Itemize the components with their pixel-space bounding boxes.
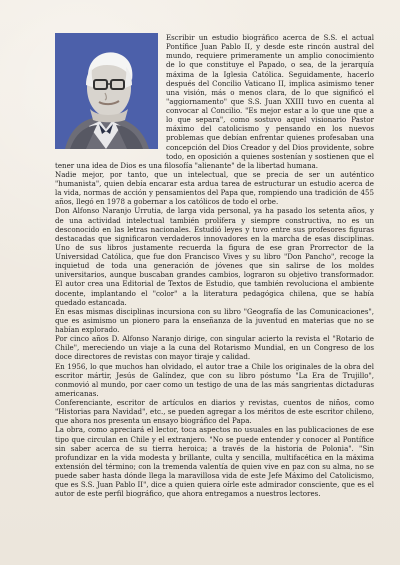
paragraph-5: Por cinco años D. Alfonso Naranjo dirige, con singular acierto la revista el "Rotario de Chile", mereciendo un viaje a la cuna del Rotarismo Mundial, en un Congreso de los doce directores de revistas con mayor tiraje y calidad. — [55, 334, 374, 362]
paragraph-7: Conferenciante, escritor de artículos en diarios y revistas, cuentos de niños, como "Historias para Navidad", etc., se pueden agregar a los méritos de este escritor chileno, que ahora nos presenta un ensayo biográfico del Papa. — [55, 398, 374, 426]
paragraph-6: En 1956, lo que muchos han olvidado, el autor trae a Chile los originales de la obra del escritor mártir, Jesús de Galíndez, que con su libro póstumo "La Era de Trujillo", conmovió al mundo, por caer como un testigo de una de las más sangrientas dictaduras americanas. — [55, 361, 374, 398]
biographical-text — [55, 33, 374, 537]
photo-text-spacer — [55, 33, 166, 159]
paragraph-2: Nadie mejor, por tanto, que un intelectual, que se precia de ser un auténtico "humanista", quien debía encarar esta ardua tarea de estructurar un estudio acerca de la vida, normas de acción y pensamientos del Papa que, rompiendo una tradición de 455 años, llegó en 1978 a gobernar a los católicos de todo el orbe. — [55, 169, 374, 207]
paragraph-3: Don Alfonso Naranjo Urrutia, de larga vida personal, ya ha pasado los setenta años, y de una actividad intelectual también prolífera y siempre constructiva, no es un desconocido en las letras nacionales. Estudió leyes y tuvo entre sus profesores figuras destacadas que significaron verdaderos innovadores en la marcha de esas disciplinas. Uno de sus libros justamente recuerda la figura de ese gran Prorrector de la Universidad Católica, que fue don Francisco Vives y su libro "Don Pancho", recoge la inquietud de toda una generación de jóvenes que sin salirse de los moldes universitarios, aunque buscaban grandes cambios, lograron su objetivo transformador. El autor crea una Editorial de Textos de Estudio, que también revoluciona el ambiente docente, implantando el "color" a la literatura pedagógica chilena, que se había quedado estancada. — [55, 206, 374, 307]
paragraph-8: La obra, como apreciará el lector, toca aspectos no usuales en las publicaciones de ese tipo que circulan en Chile y el extranjero. "No se puede entender y conocer al Pontífice sin saber acerca de su tierra heroica; a través de la historia de Polonia". "Sin profundizar en la vida modesta y brillante, culta y sencilla, multifacética en la máxima extensión del término; con la tremenda valentía de quien vive en paz con su alma, no se puede saber hasta dónde llega la maravillosa vida de este Jefe Máximo del Catolicismo, que es S.S. Juan Pablo II", dice a quien quiera oírle este admirador consciente, que es el autor de este perfil biográfico, que ahora entregamos a nuestros lectores. — [55, 425, 374, 499]
paragraph-1: Escribir un estudio biográfico acerca de S.S. el actual Pontífice Juan Pablo II, y desde este rincón austral del mundo, requiere primeramente un amplio conocimiento de lo que constituye el Papado, o sea, de la jerarquía máxima de la Iglesia Católica. Seguidamente, hacerlo después del Concilio Vaticano II, implica asimismo tener una visión, más o menos clara, de lo que significó el "aggiornamento" que S.S. Juan XXIII tuvo en cuenta al convocar al Concilio. "Es mejor estar a lo que une que a lo que separa", como sostuvo aquel visionario Pastor máximo del catolicismo y pensando en los nuevos problemas que debían enfrentar quienes profesaban una concepción del Dios Creador y del Dios providente, sobre todo, en oposición a quienes sostenían y sostienen que el tener una idea de Dios es una filosofía "alienante" de la libertad humana. — [55, 33, 374, 170]
paragraph-4: En esas mismas disciplinas incursiona con su libro "Geografía de las Comunicaciones", que es asimismo un pionero para la enseñanza de la juventud en materias que no se habían explorado. — [55, 306, 374, 334]
